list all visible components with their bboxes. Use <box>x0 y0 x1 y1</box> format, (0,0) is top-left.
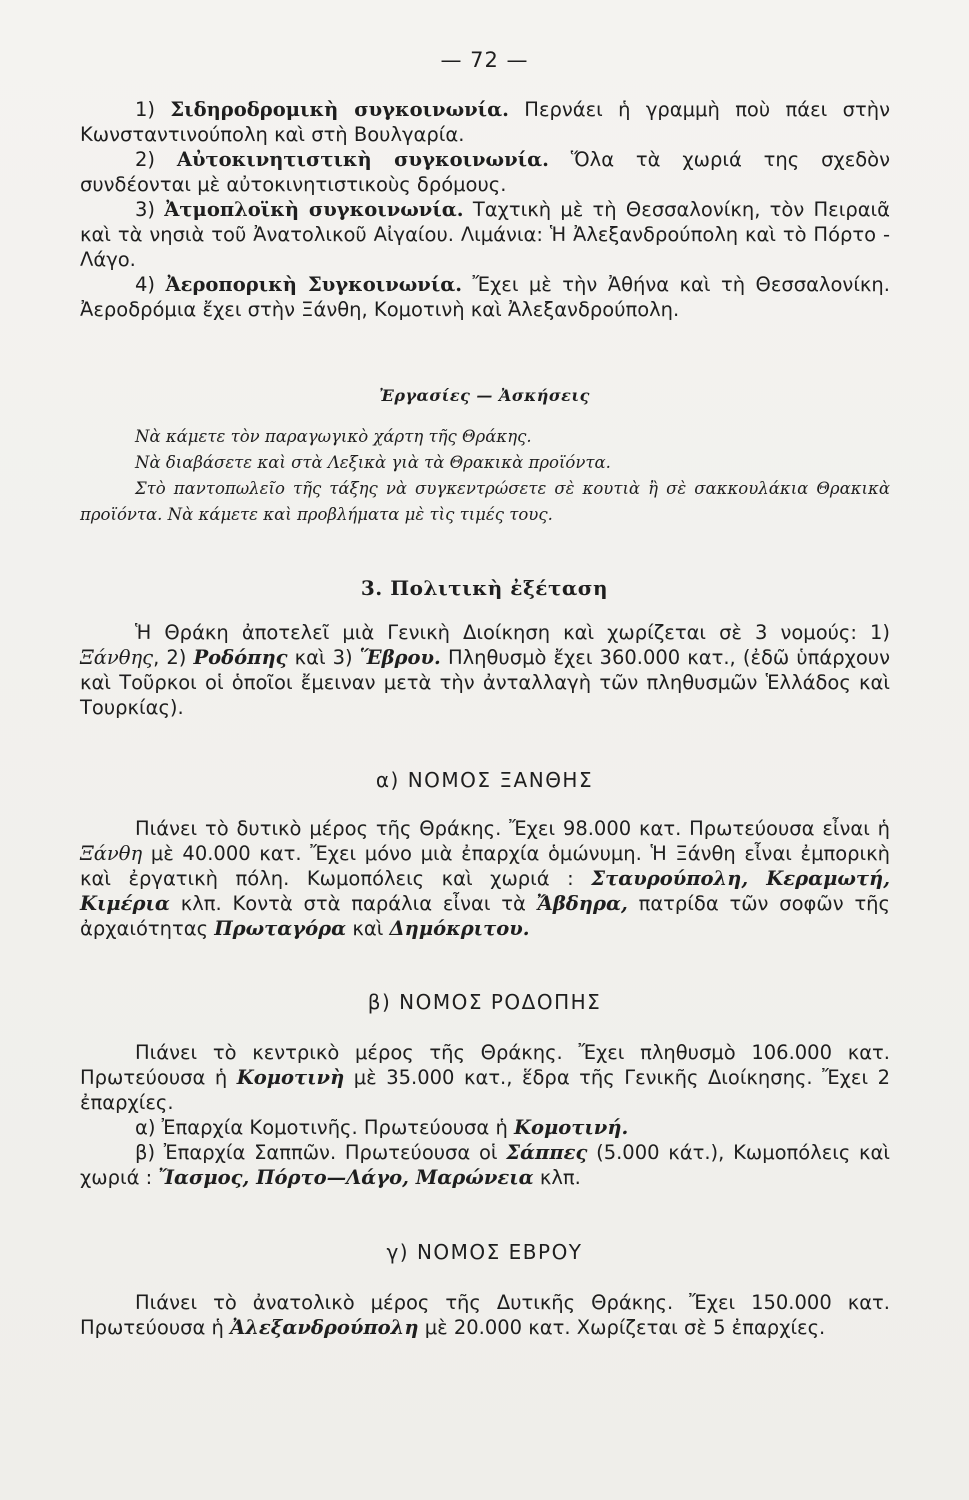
comm-air: 4) Ἀεροπορικὴ Συγκοινωνία. Ἔχει μὲ τὴν Ἀθήνα καὶ τὴ Θεσσαλονίκη. Ἀεροδρόμια ἔχει στὴν Ξάνθη, Κομοτινὴ καὶ Ἀλεξανδρούπολη. <box>80 273 890 321</box>
page-number: — 72 — <box>440 48 529 72</box>
exercises-list <box>80 424 890 528</box>
section-title: 3. Πολιτικὴ ἐξέταση <box>360 576 609 600</box>
prefecture-name: Ξάνθης <box>80 646 154 669</box>
comm-sea: 3) Ἀτμοπλοϊκὴ συγκοινωνία. Ταχτικὴ μὲ τὴ Θεσσαλονίκη, τὸν Πειραιᾶ καὶ τὰ νησιὰ τοῦ Ἀνατολικοῦ Αἰγαίου. Λιμάνια: Ἡ Ἀλεξανδρούπολη καὶ τὸ Πόρτο - Λάγο. <box>80 198 890 271</box>
exercise-item: Νὰ κάμετε τὸν παραγωγικὸ χάρτη τῆς Θράκης. <box>135 427 532 446</box>
evros-text: Πιάνει τὸ ἀνατολικὸ μέρος τῆς Δυτικῆς Θράκης. Ἔχει 150.000 κατ. Πρωτεύουσα ἡ Ἀλεξανδρούπολη μὲ 20.000 κατ. Χωρίζεται σὲ 5 ἐπαρχίες. <box>80 1291 890 1339</box>
prefecture-name: Ἕβρου. <box>359 646 441 669</box>
comm-road: 2) Αὐτοκινητιστικὴ συγκοινωνία. Ὅλα τὰ χωριά της σχεδὸν συνδέονται μὲ αὐτοκινητιστικοὺς δρόμους. <box>80 148 890 196</box>
rodopi-text: Πιάνει τὸ κεντρικὸ μέρος τῆς Θράκης. Ἔχει πληθυσμὸ 106.000 κατ. Πρωτεύουσα ἡ Κομοτινὴ μὲ 35.000 κατ., ἕδρα τῆς Γενικῆς Διοίκησης. Ἔχει 2 ἐπαρχίες. α) Ἐπαρχία Κομοτινῆς. Πρωτεύουσα ἡ Κομοτινή. β) Ἐπαρχία Σαππῶν. Πρωτεύουσα οἱ Σάππες (5.000 κάτ.), Κωμοπόλεις καὶ χωριά : Ἴασμος, Πόρτο—Λάγο, Μαρώνεια κλπ. <box>80 1041 891 1189</box>
xanthi-heading: α) ΝΟΜΟΣ ΞΑΝΘΗΣ <box>375 768 594 792</box>
xanthi-text: Πιάνει τὸ δυτικὸ μέρος τῆς Θράκης. Ἔχει 98.000 κατ. Πρωτεύουσα εἶναι ἡ Ξάνθη μὲ 40.000 κατ. Ἔχει μόνο μιὰ ἐπαρχία ὁμώνυμη. Ἡ Ξάνθη εἶναι ἐμπορικὴ καὶ ἐργατικὴ πόλη. Κωμοπόλεις καὶ χωριά : Σταυρούπολη, Κεραμωτή, Κιμέρια κλπ. Κοντὰ στὰ παράλια εἶναι τὰ Ἄβδηρα, πατρίδα τῶν σοφῶν τῆς ἀρχαιότητας Πρωταγόρα καὶ Δημόκριτου. <box>80 817 890 940</box>
exercise-item: Στὸ παντοπωλεῖο τῆς τάξης νὰ συγκεντρώσετε σὲ κουτιὰ ἢ σὲ σακκουλάκια Θρακικὰ προϊόντα. Νὰ κάμετε καὶ προβλήματα μὲ τὶς τιμές τους. <box>80 479 890 524</box>
communications-section <box>80 97 890 322</box>
exercise-item: Νὰ διαβάσετε καὶ στὰ Λεξικὰ γιὰ τὰ Θρακικὰ προϊόντα. <box>135 453 611 472</box>
exercises-heading: Ἐργασίες — Ἀσκήσεις <box>379 386 590 405</box>
prefecture-name: Ροδόπης <box>193 646 288 669</box>
section-intro: Ἡ Θράκη ἀποτελεῖ μιὰ Γενικὴ Διοίκηση καὶ χωρίζεται σὲ 3 νομούς: 1) Ξάνθης, 2) Ροδόπης καὶ 3) Ἕβρου. Πληθυσμὸ ἔχει 360.000 κατ., (ἐδῶ ὑπάρχουν καὶ Τοῦρκοι οἱ ὁποῖοι ἔμειναν μετὰ τὴν ἀνταλλαγὴ τῶν πληθυσμῶν Ἑλλάδος καὶ Τουρκίας). <box>80 621 890 719</box>
rodopi-heading: β) ΝΟΜΟΣ ΡΟΔΟΠΗΣ <box>367 990 602 1014</box>
comm-rail: 1) Σιδηροδρομικὴ συγκοινωνία. Περνάει ἡ γραμμὴ ποὺ πάει στὴν Κωνσταντινούπολη καὶ στὴ Βουλγαρία. <box>80 98 890 146</box>
evros-heading: γ) ΝΟΜΟΣ ΕΒΡΟΥ <box>386 1240 583 1264</box>
